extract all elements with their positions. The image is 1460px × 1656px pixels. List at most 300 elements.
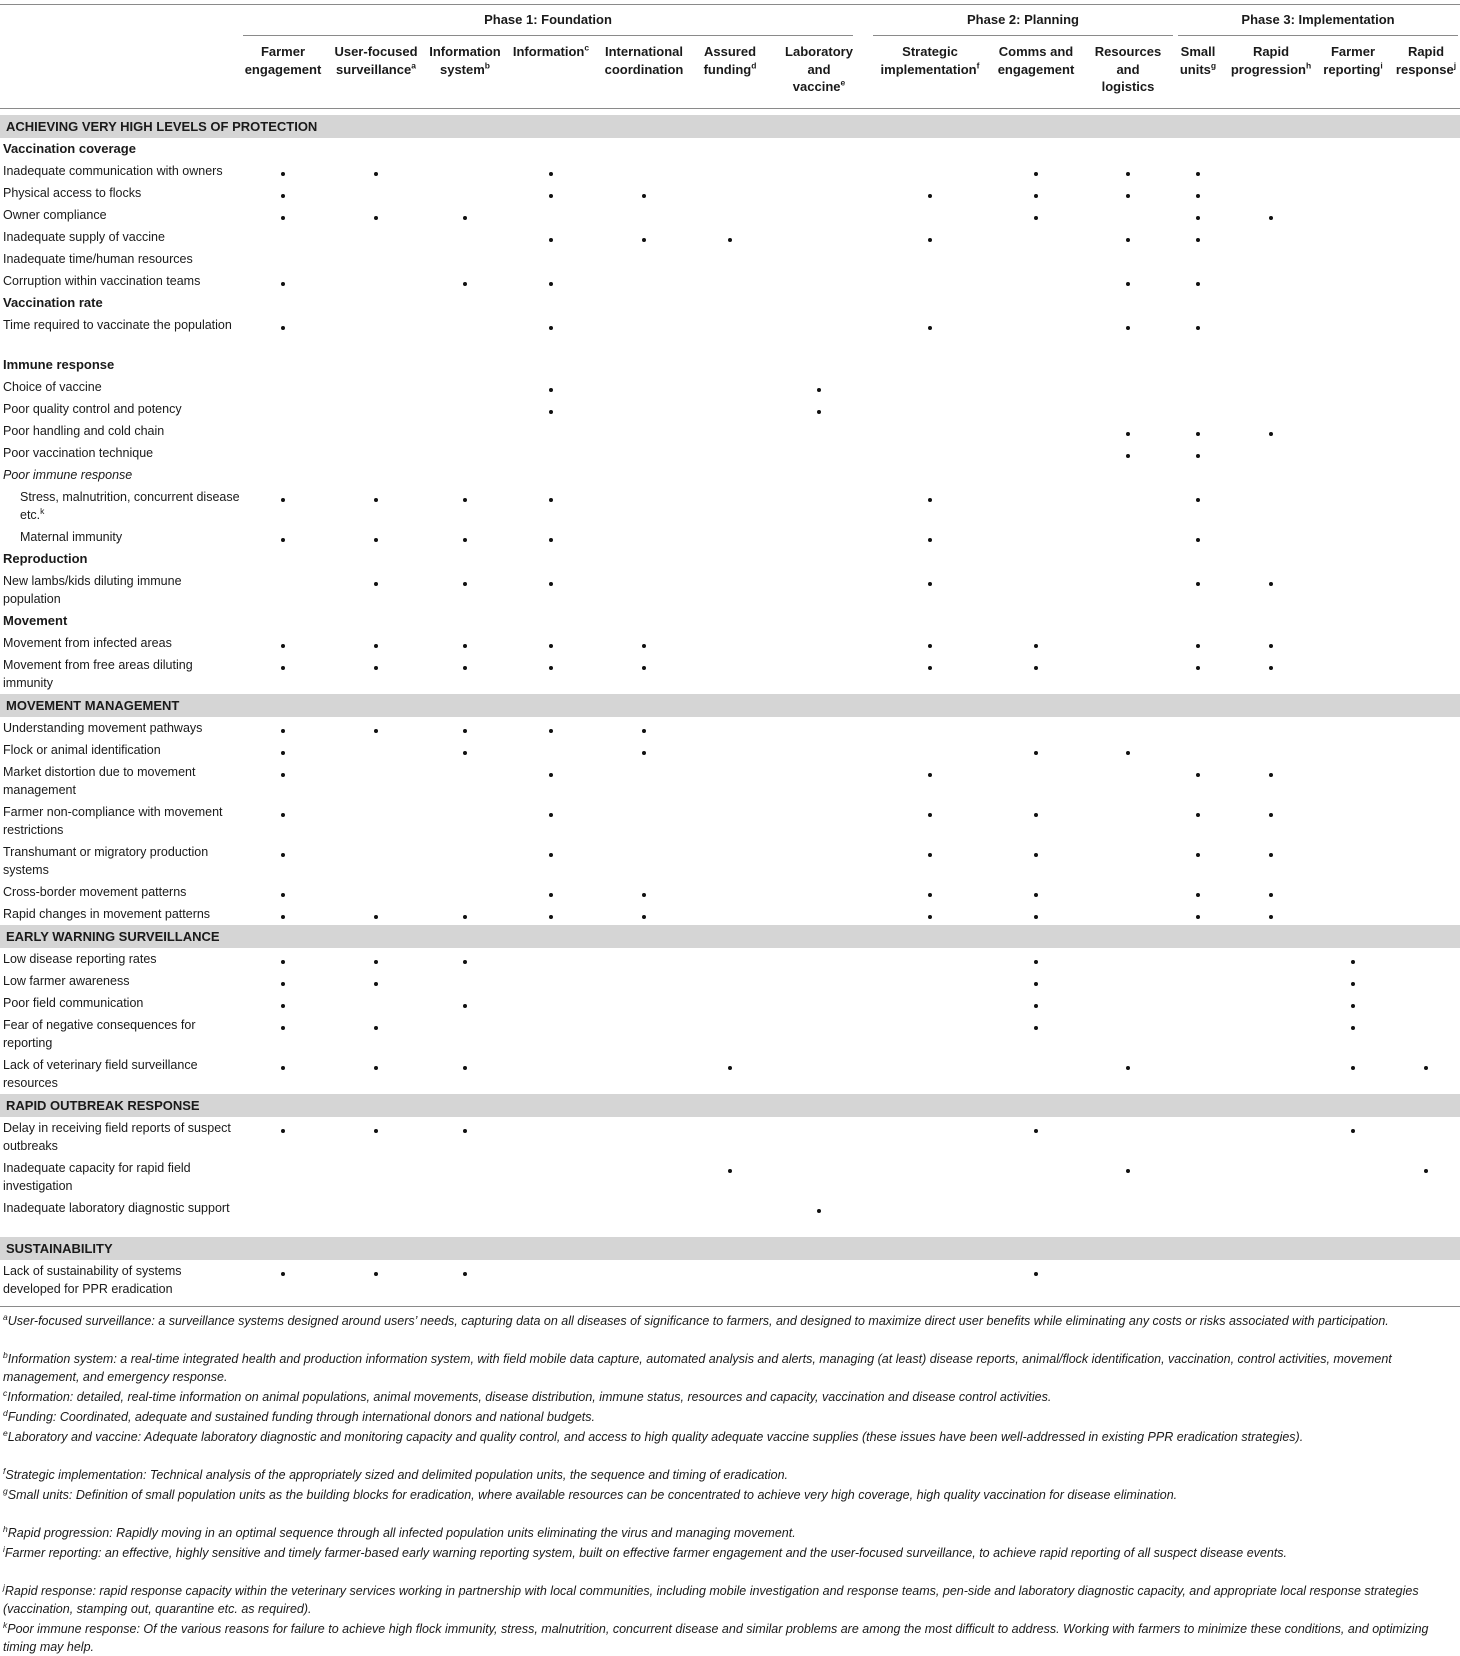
row-label-text: Corruption within vaccination teams xyxy=(3,274,201,288)
bullet-mark xyxy=(642,893,646,897)
bullet-mark xyxy=(1034,1004,1038,1008)
bullet-mark xyxy=(374,1129,378,1133)
row-label xyxy=(3,994,238,1012)
bullet-mark xyxy=(374,729,378,733)
bullet-mark xyxy=(1196,172,1200,176)
footnote-k xyxy=(3,1620,1458,1656)
row-label xyxy=(3,719,238,737)
phase-underline-3 xyxy=(1178,35,1458,36)
column-header-line: Information xyxy=(512,44,585,59)
bullet-mark xyxy=(1269,644,1273,648)
footnote-d xyxy=(3,1408,1458,1426)
subsection-title xyxy=(3,357,114,372)
bullet-mark xyxy=(281,729,285,733)
bullet-mark xyxy=(1034,813,1038,817)
bullet-mark xyxy=(1126,432,1130,436)
bullet-mark xyxy=(1269,582,1273,586)
row-label-text: New lambs/kids diluting immune population xyxy=(3,574,182,606)
bullet-mark xyxy=(1034,1129,1038,1133)
footnote-text: Strategic implementation: Technical analysis of the appropriately sized and delimited population units, the sequence and timing of eradication. xyxy=(5,1468,789,1482)
row-label-text: Poor handling and cold chain xyxy=(3,424,165,438)
bullet-mark xyxy=(1126,172,1130,176)
bullet-mark xyxy=(1269,432,1273,436)
row-label-text: Physical access to flocks xyxy=(3,186,142,200)
bullet-mark xyxy=(1196,813,1200,817)
bullet-mark xyxy=(1126,751,1130,755)
bullet-mark xyxy=(463,1004,467,1008)
bullet-mark xyxy=(1196,773,1200,777)
bullet-mark xyxy=(1269,773,1273,777)
phase-underline-2 xyxy=(873,35,1173,36)
bullet-mark xyxy=(549,666,553,670)
bullet-mark xyxy=(1196,282,1200,286)
row-label-text: Flock or animal identification xyxy=(3,743,161,757)
phase-header-3 xyxy=(1176,12,1460,27)
bullet-mark xyxy=(1196,326,1200,330)
column-header-line: Rapid xyxy=(1252,44,1290,59)
bullet-mark xyxy=(1196,238,1200,242)
bullet-mark xyxy=(463,751,467,755)
section-title: EARLY WARNING SURVEILLANCE xyxy=(6,929,220,944)
bullet-mark xyxy=(281,644,285,648)
bullet-mark xyxy=(281,216,285,220)
bullet-mark xyxy=(549,582,553,586)
bullet-mark xyxy=(463,1272,467,1276)
column-header-line: User-focused xyxy=(334,44,418,59)
bullet-mark xyxy=(1126,194,1130,198)
footnote-a xyxy=(3,1312,1458,1330)
column-header-line: response xyxy=(1395,61,1454,77)
column-header-line: progression xyxy=(1230,61,1306,77)
bullet-mark xyxy=(549,773,553,777)
bullet-mark xyxy=(281,538,285,542)
row-label-text: Low disease reporting rates xyxy=(3,952,157,966)
bullet-mark xyxy=(928,813,932,817)
bullet-mark xyxy=(1034,644,1038,648)
row-label xyxy=(20,528,240,546)
row-label xyxy=(3,1056,238,1092)
footnote-e xyxy=(3,1428,1458,1446)
column-header-line: vaccine xyxy=(792,79,841,94)
bullet-mark xyxy=(549,194,553,198)
bullet-mark xyxy=(463,960,467,964)
phase-label: Phase 2: Planning xyxy=(967,12,1079,27)
bullet-mark xyxy=(374,1026,378,1030)
bullet-mark xyxy=(817,410,821,414)
column-header-line: reporting xyxy=(1323,61,1381,77)
bullet-mark xyxy=(281,194,285,198)
bullet-mark xyxy=(374,644,378,648)
bullet-mark xyxy=(281,1026,285,1030)
bullet-mark xyxy=(549,893,553,897)
bullet-mark xyxy=(281,813,285,817)
bullet-mark xyxy=(374,666,378,670)
subsection-label: Reproduction xyxy=(3,551,88,566)
bullet-mark xyxy=(281,853,285,857)
row-label-text: Poor vaccination technique xyxy=(3,446,154,460)
column-header-line: Comms and xyxy=(998,44,1074,59)
row-label-text: Market distortion due to movement management xyxy=(3,765,196,797)
row-label xyxy=(3,272,238,290)
subsection-label: Movement xyxy=(3,613,68,628)
footnote-marker: d xyxy=(751,60,757,71)
column-header-line: Rapid xyxy=(1407,44,1445,59)
row-label xyxy=(3,162,238,180)
column-header-line: Assured xyxy=(703,44,757,59)
bullet-mark xyxy=(1034,893,1038,897)
bullet-mark xyxy=(463,644,467,648)
footnote-marker: g xyxy=(1210,60,1217,71)
bullet-mark xyxy=(549,853,553,857)
bullet-mark xyxy=(1126,1066,1130,1070)
row-label-text: Poor immune response xyxy=(3,468,133,482)
column-header-line: engagement xyxy=(997,61,1075,77)
row-label-text: Cross-border movement patterns xyxy=(3,885,187,899)
bullet-mark xyxy=(1269,666,1273,670)
bullet-mark xyxy=(281,1129,285,1133)
bullet-mark xyxy=(928,194,932,198)
footnote-marker: j xyxy=(3,1581,5,1592)
bullet-mark xyxy=(1034,1026,1038,1030)
phase-header-1 xyxy=(241,12,855,27)
row-label xyxy=(3,572,238,608)
footnote-marker: g xyxy=(3,1485,8,1496)
bullet-mark xyxy=(642,194,646,198)
row-label xyxy=(3,1119,238,1155)
bullet-mark xyxy=(1126,238,1130,242)
column-header-line: Information xyxy=(429,44,501,59)
bullet-mark xyxy=(1269,216,1273,220)
row-label xyxy=(3,1262,238,1298)
row-label-text: Inadequate time/human resources xyxy=(3,252,193,266)
row-label xyxy=(3,466,238,484)
bullet-mark xyxy=(549,813,553,817)
footnote-text: Information: detailed, real-time information on animal populations, animal movements, disease distribution, immune status, resources and capacity, vaccination and disease control activities. xyxy=(7,1390,1052,1404)
bullet-mark xyxy=(463,282,467,286)
bullet-mark xyxy=(281,982,285,986)
bullet-mark xyxy=(928,538,932,542)
section-title: SUSTAINABILITY xyxy=(6,1241,113,1256)
row-label xyxy=(3,378,238,396)
bullet-mark xyxy=(1034,172,1038,176)
row-label-text: Movement from infected areas xyxy=(3,636,172,650)
bullet-mark xyxy=(281,1066,285,1070)
bullet-mark xyxy=(1034,960,1038,964)
footnote-text: User-focused surveillance: a surveillance systems designed around users’ needs, capturing data on all diseases of significance to farmers, and designed to maximize direct user benefits while eliminating any costs or risks associated with participation. xyxy=(7,1314,1389,1328)
column-header-line: engagement xyxy=(244,61,322,77)
bullet-mark xyxy=(1034,982,1038,986)
bullet-mark xyxy=(549,729,553,733)
bullet-mark xyxy=(281,282,285,286)
section-header xyxy=(0,925,1460,948)
bullet-mark xyxy=(1269,853,1273,857)
column-header-line: implementation xyxy=(880,61,977,77)
row-label-text: Choice of vaccine xyxy=(3,380,102,394)
column-header-line: Resources xyxy=(1094,44,1162,59)
bullet-mark xyxy=(463,729,467,733)
footnote-text: Funding: Coordinated, adequate and sustained funding through international donors and national budgets. xyxy=(7,1410,595,1424)
row-label xyxy=(3,1199,238,1217)
bullet-mark xyxy=(642,915,646,919)
subsection-title xyxy=(3,141,136,156)
footnote-marker: k xyxy=(40,505,45,516)
footnote-text: Information system: a real-time integrated health and production information system, with field mobile data capture, automated analysis and alerts, managing (at least) disease reports, animal/flock identification, vaccination, control activities, movement management, and emergency response. xyxy=(3,1352,1392,1384)
bullet-mark xyxy=(1351,982,1355,986)
bullet-mark xyxy=(1269,915,1273,919)
section-header xyxy=(0,694,1460,717)
section-header xyxy=(0,115,1460,138)
bullet-mark xyxy=(1196,893,1200,897)
row-label-text: Time required to vaccinate the population xyxy=(3,318,232,332)
bullet-mark xyxy=(549,282,553,286)
bullet-mark xyxy=(374,982,378,986)
bullet-mark xyxy=(642,238,646,242)
bullet-mark xyxy=(549,915,553,919)
row-label-text: Inadequate capacity for rapid field investigation xyxy=(3,1161,191,1193)
bullet-mark xyxy=(1196,915,1200,919)
section-title: RAPID OUTBREAK RESPONSE xyxy=(6,1098,200,1113)
bullet-mark xyxy=(1126,282,1130,286)
footnote-j xyxy=(3,1582,1458,1618)
row-label-text: Rapid changes in movement patterns xyxy=(3,907,211,921)
bullet-mark xyxy=(281,960,285,964)
bullet-mark xyxy=(374,216,378,220)
bullet-mark xyxy=(928,893,932,897)
column-header-line: and xyxy=(807,61,831,77)
subsection-label: Immune response xyxy=(3,357,115,372)
section-title: ACHIEVING VERY HIGH LEVELS OF PROTECTION xyxy=(6,119,318,134)
column-header-line: Farmer xyxy=(260,44,306,59)
bullet-mark xyxy=(281,666,285,670)
column-header-line: and xyxy=(1116,61,1140,77)
bullet-mark xyxy=(463,915,467,919)
bullet-mark xyxy=(1269,893,1273,897)
footnote-marker: j xyxy=(1453,60,1457,71)
row-label xyxy=(3,803,238,839)
bullet-mark xyxy=(374,915,378,919)
bullet-mark xyxy=(642,751,646,755)
bullet-mark xyxy=(1351,1026,1355,1030)
subsection-label: Vaccination coverage xyxy=(3,141,136,156)
row-label-text: Lack of veterinary field surveillance resources xyxy=(3,1058,198,1090)
footnote-marker: f xyxy=(3,1465,6,1476)
bullet-mark xyxy=(549,238,553,242)
row-label xyxy=(3,1016,238,1052)
bullet-mark xyxy=(1196,454,1200,458)
bullet-mark xyxy=(463,1066,467,1070)
bullet-mark xyxy=(1351,1066,1355,1070)
column-header-line: funding xyxy=(703,61,752,77)
footnote-marker: a xyxy=(3,1311,8,1322)
bullet-mark xyxy=(928,644,932,648)
bullet-mark xyxy=(642,644,646,648)
bullet-mark xyxy=(1196,644,1200,648)
column-header-8 xyxy=(870,43,990,78)
row-label xyxy=(20,488,240,524)
bullet-mark xyxy=(817,388,821,392)
bullet-mark xyxy=(642,666,646,670)
bullet-mark xyxy=(281,1004,285,1008)
subsection-title xyxy=(3,613,67,628)
bullet-mark xyxy=(1126,326,1130,330)
bullet-mark xyxy=(549,172,553,176)
bullet-mark xyxy=(281,1272,285,1276)
phase-label: Phase 3: Implementation xyxy=(1241,12,1395,27)
row-label-text: Inadequate communication with owners xyxy=(3,164,223,178)
column-header-line: coordination xyxy=(604,61,684,77)
footnote-marker: b xyxy=(484,60,490,71)
table-top-rule xyxy=(0,4,1460,5)
bullet-mark xyxy=(928,238,932,242)
phase-underline-1 xyxy=(243,35,853,36)
section-title: MOVEMENT MANAGEMENT xyxy=(6,698,180,713)
bullet-mark xyxy=(642,729,646,733)
row-label xyxy=(3,656,238,692)
footnote-marker: d xyxy=(3,1407,8,1418)
footnote-h xyxy=(3,1524,1458,1542)
bullet-mark xyxy=(1351,1129,1355,1133)
subsection-label: Vaccination rate xyxy=(3,295,103,310)
footnote-b xyxy=(3,1350,1458,1386)
section-header xyxy=(0,1094,1460,1117)
row-label xyxy=(3,444,238,462)
row-label-text: Lack of sustainability of systems developed for PPR eradication xyxy=(3,1264,182,1296)
bullet-mark xyxy=(281,915,285,919)
bullet-mark xyxy=(463,666,467,670)
row-label-text: Inadequate laboratory diagnostic support xyxy=(3,1201,230,1215)
row-label xyxy=(3,972,238,990)
row-label xyxy=(3,763,238,799)
bullet-mark xyxy=(549,498,553,502)
bullet-mark xyxy=(928,666,932,670)
column-header-line: system xyxy=(439,61,485,77)
bullet-mark xyxy=(1196,582,1200,586)
row-label xyxy=(3,316,238,334)
column-header-14 xyxy=(1366,43,1460,78)
bullet-mark xyxy=(463,1129,467,1133)
row-label xyxy=(3,741,238,759)
phase-header-2 xyxy=(871,12,1175,27)
bullet-mark xyxy=(281,498,285,502)
bullet-mark xyxy=(928,326,932,330)
bullet-mark xyxy=(281,751,285,755)
footnote-marker: a xyxy=(411,60,416,71)
bullet-mark xyxy=(1196,498,1200,502)
row-label-text: Fear of negative consequences for reporting xyxy=(3,1018,196,1050)
subsection-title xyxy=(3,551,88,566)
row-label-text: Poor quality control and potency xyxy=(3,402,182,416)
footnote-marker: k xyxy=(3,1619,8,1630)
subsection-title xyxy=(3,295,103,310)
bullet-mark xyxy=(1196,216,1200,220)
bullet-mark xyxy=(281,326,285,330)
row-label-text: Farmer non-compliance with movement restrictions xyxy=(3,805,223,837)
bullet-mark xyxy=(1126,1169,1130,1173)
bullet-mark xyxy=(549,410,553,414)
column-header-line: Farmer xyxy=(1330,44,1376,59)
footnote-text: Small units: Definition of small population units as the building blocks for eradication, where available resources can be concentrated to achieve very high coverage, high quality vaccination for disease elimination. xyxy=(7,1488,1178,1502)
bullet-mark xyxy=(549,538,553,542)
bullet-mark xyxy=(281,773,285,777)
row-label-text: Stress, malnutrition, concurrent disease etc. xyxy=(20,490,240,522)
phase-label: Phase 1: Foundation xyxy=(484,12,612,27)
footnote-c xyxy=(3,1388,1458,1406)
footnote-text: Farmer reporting: an effective, highly sensitive and timely farmer-based early warning reporting system, built on effective farmer engagement and the user-focused surveillance, to achieve rapid reporting of all suspect disease events. xyxy=(4,1546,1288,1560)
bullet-mark xyxy=(1351,1004,1355,1008)
row-label-text: Maternal immunity xyxy=(20,530,123,544)
bullet-mark xyxy=(1034,1272,1038,1276)
bullet-mark xyxy=(1034,666,1038,670)
footnote-text: Poor immune response: Of the various reasons for failure to achieve high flock immunity, stress, malnutrition, concurrent disease and similar problems are among the most difficult to address. Working with farmers to minimize these conditions, and optimizing timing may help. xyxy=(3,1622,1429,1654)
table-bottom-rule xyxy=(0,1306,1460,1307)
bullet-mark xyxy=(928,773,932,777)
bullet-mark xyxy=(374,538,378,542)
bullet-mark xyxy=(728,1066,732,1070)
bullet-mark xyxy=(1126,454,1130,458)
row-label xyxy=(3,634,238,652)
bullet-mark xyxy=(1034,216,1038,220)
bullet-mark xyxy=(549,388,553,392)
row-label-text: Owner compliance xyxy=(3,208,107,222)
column-header-line: units xyxy=(1179,61,1211,77)
bullet-mark xyxy=(928,853,932,857)
footnote-i xyxy=(3,1544,1458,1562)
bullet-mark xyxy=(1034,751,1038,755)
footnote-marker: f xyxy=(976,60,980,71)
section-header xyxy=(0,1237,1460,1260)
footnote-marker: h xyxy=(3,1523,8,1534)
footnote-f xyxy=(3,1466,1458,1484)
bullet-mark xyxy=(928,498,932,502)
footnote-text: Laboratory and vaccine: Adequate laboratory diagnostic and monitoring capacity and quality control, and access to high quality adequate vaccine supplies (these issues have been well-addressed in existing PPR eradication strategies). xyxy=(7,1430,1304,1444)
bullet-mark xyxy=(728,1169,732,1173)
bullet-mark xyxy=(549,326,553,330)
bullet-mark xyxy=(928,582,932,586)
column-header-line: Strategic xyxy=(902,44,958,59)
bullet-mark xyxy=(281,172,285,176)
column-header-line: Small xyxy=(1180,44,1216,59)
row-label-text: Low farmer awareness xyxy=(3,974,130,988)
bullet-mark xyxy=(1424,1066,1428,1070)
bullet-mark xyxy=(463,498,467,502)
bullet-mark xyxy=(374,172,378,176)
row-label xyxy=(3,950,238,968)
bullet-mark xyxy=(1196,666,1200,670)
row-label xyxy=(3,400,238,418)
bullet-mark xyxy=(549,644,553,648)
column-header-line: surveillance xyxy=(336,61,412,77)
bullet-mark xyxy=(374,498,378,502)
footnote-g xyxy=(3,1486,1458,1504)
footnote-text: Rapid progression: Rapidly moving in an optimal sequence through all infected population units eliminating the virus and managing movement. xyxy=(7,1526,796,1540)
footnote-marker: c xyxy=(3,1387,8,1398)
bullet-mark xyxy=(1196,538,1200,542)
bullet-mark xyxy=(281,893,285,897)
footnote-marker: c xyxy=(584,42,590,53)
row-label-text: Inadequate supply of vaccine xyxy=(3,230,165,244)
footnote-marker: e xyxy=(840,77,846,88)
bullet-mark xyxy=(1034,194,1038,198)
bullet-mark xyxy=(1269,813,1273,817)
row-label xyxy=(3,228,238,246)
footnote-marker: i xyxy=(3,1543,5,1554)
bullet-mark xyxy=(374,1066,378,1070)
bullet-mark xyxy=(728,238,732,242)
header-bottom-rule xyxy=(0,108,1460,109)
bullet-mark xyxy=(374,582,378,586)
row-label-text: Transhumant or migratory production systems xyxy=(3,845,209,877)
row-label xyxy=(3,883,238,901)
